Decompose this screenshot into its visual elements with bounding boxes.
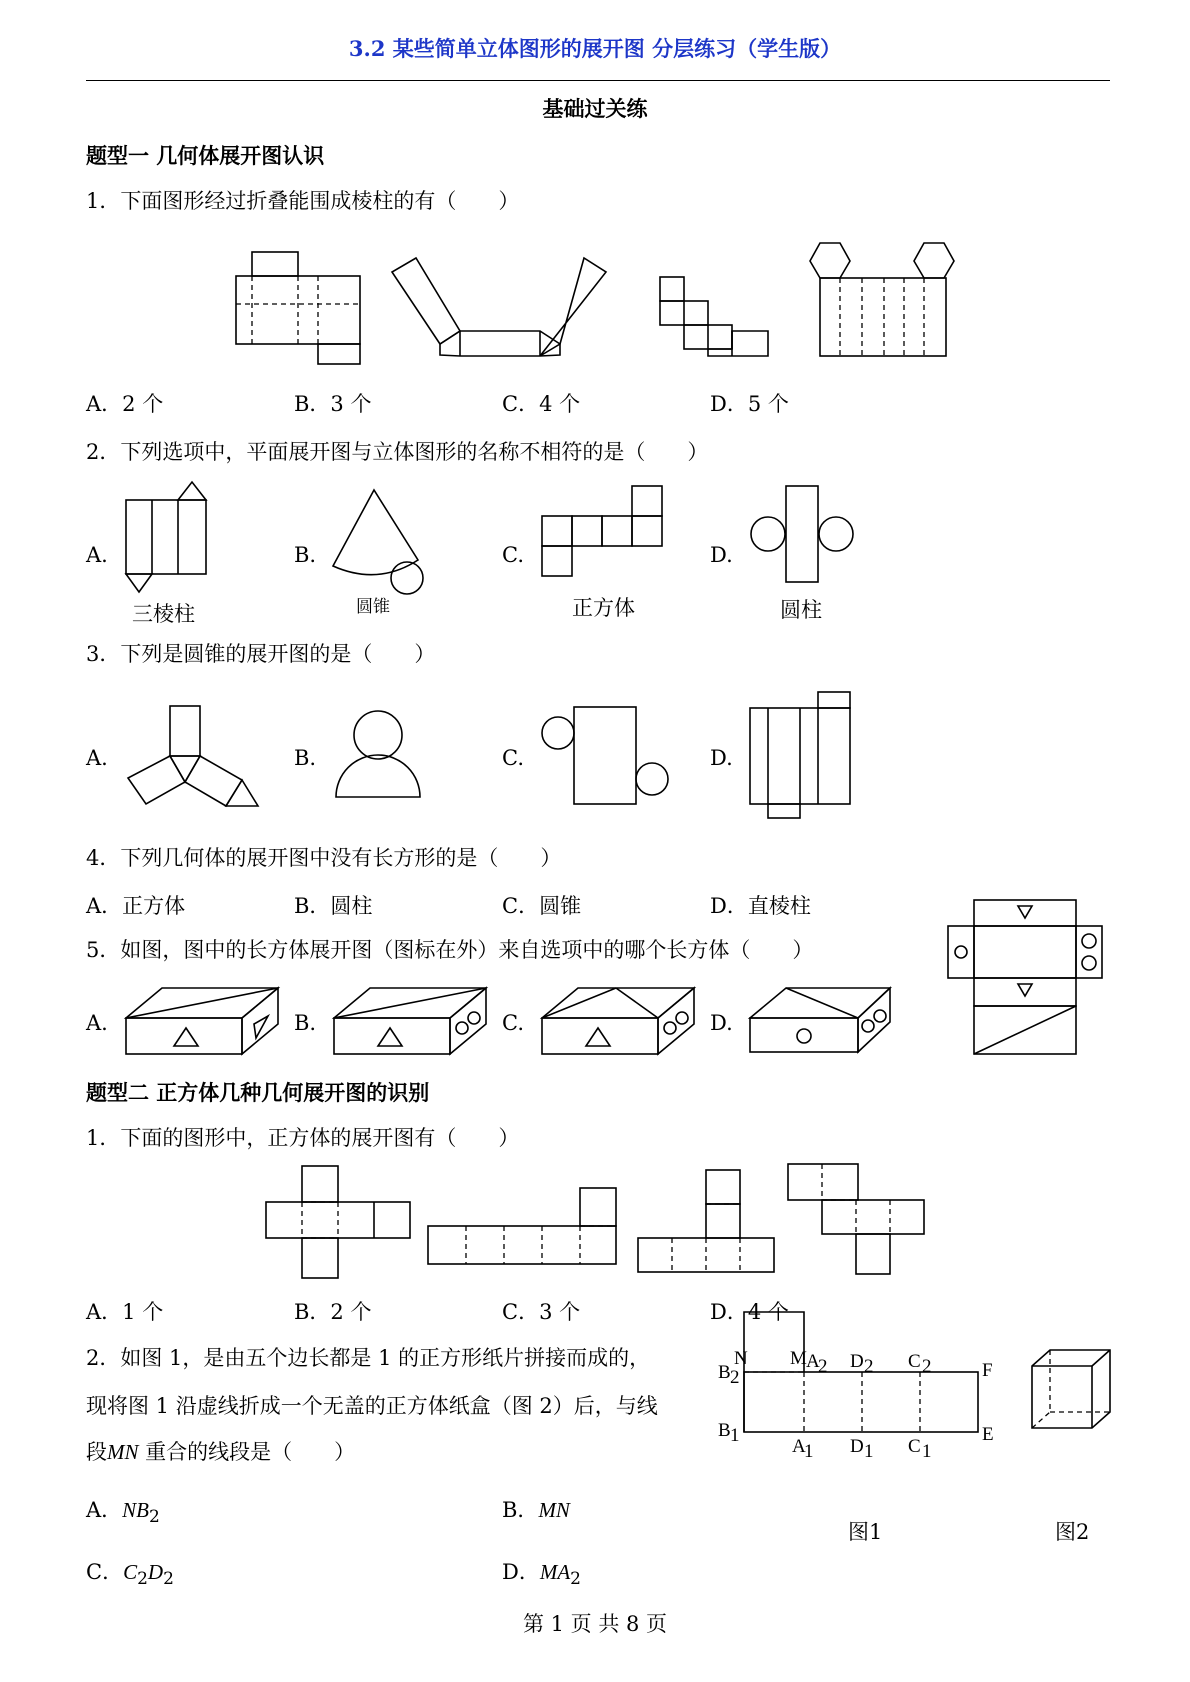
p2-q1-option-c[interactable]: C．3 个 — [502, 1300, 581, 1324]
option-segment: MN — [538, 1498, 570, 1522]
part1-heading: 题型一 几何体展开图认识 — [86, 143, 325, 168]
option-letter: C． — [86, 1560, 124, 1584]
label-C2: C — [908, 1351, 921, 1372]
p1-q2-caption-b: 圆锥 — [356, 597, 390, 617]
p1-q2-option-b[interactable]: B. — [294, 543, 317, 567]
p1-q4-stem: 4．下列几何体的展开图中没有长方形的是（ ） — [86, 846, 562, 870]
p1-q2-caption-d: 圆柱 — [780, 598, 822, 622]
p1-q3-option-c[interactable]: C. — [502, 746, 524, 770]
option-segment-2: D — [147, 1560, 164, 1584]
section-title: 基础过关练 — [542, 96, 648, 121]
p1-q2-option-c[interactable]: C. — [502, 543, 524, 567]
label-A2: A — [806, 1351, 820, 1372]
label-D2-sub: 2 — [864, 1356, 874, 1377]
p1-q1-option-d[interactable]: D．5 个 — [710, 392, 789, 416]
option-subscript: 2 — [149, 1507, 160, 1528]
p1-q4-option-c[interactable]: C．圆锥 — [502, 894, 582, 918]
p1-q1-option-c[interactable]: C．4 个 — [502, 392, 581, 416]
option-letter: B． — [502, 1498, 539, 1522]
p1-q2-stem: 2．下列选项中，平面展开图与立体图形的名称不相符的是（ ） — [86, 440, 709, 464]
p1-q1-option-a[interactable]: A．2 个 — [86, 392, 164, 416]
label-A1-sub: 1 — [804, 1441, 814, 1462]
p2-q2-line3-pre: 段 — [86, 1440, 107, 1464]
label-B2-sub: 2 — [730, 1367, 740, 1388]
p1-q5-stem: 5．如图，图中的长方体展开图（图标在外）来自选项中的哪个长方体（ ） — [86, 938, 814, 962]
p1-q5-option-c[interactable]: C. — [502, 1011, 524, 1035]
option-segment: MA — [539, 1560, 571, 1584]
p1-q4-option-a[interactable]: A．正方体 — [86, 894, 186, 918]
p2-q2-line3-post: 重合的线段是（ ） — [138, 1440, 356, 1464]
option-subscript-2: 2 — [163, 1569, 174, 1590]
figure-2-caption: 图2 — [1055, 1520, 1090, 1544]
label-A2-sub: 2 — [818, 1356, 828, 1377]
label-D2: D — [850, 1351, 864, 1372]
label-B1: B — [718, 1420, 731, 1441]
p2-q1-option-a[interactable]: A．1 个 — [86, 1300, 164, 1324]
label-D1: D — [850, 1436, 864, 1457]
p2-q2-line3-var: MN — [107, 1440, 139, 1464]
p1-q3-option-b[interactable]: B. — [294, 746, 317, 770]
option-segment: C — [123, 1560, 138, 1584]
label-N: N — [734, 1348, 748, 1369]
p1-q2-caption-a: 三棱柱 — [132, 602, 195, 626]
page-footer: 第 1 页 共 8 页 — [522, 1612, 668, 1636]
part2-heading: 题型二 正方体几种几何展开图的识别 — [86, 1080, 430, 1105]
p2-q1-stem: 1．下面的图形中，正方体的展开图有（ ） — [86, 1126, 520, 1150]
option-subscript: 2 — [570, 1569, 581, 1590]
label-F: F — [982, 1360, 993, 1381]
p1-q5-option-a[interactable]: A. — [86, 1011, 108, 1035]
label-C1: C — [908, 1436, 921, 1457]
label-B1-sub: 1 — [730, 1425, 740, 1446]
figure-1-caption: 图1 — [848, 1520, 883, 1544]
figure-1 — [718, 1312, 994, 1462]
label-E: E — [982, 1424, 994, 1445]
p2-q2-line1: 2．如图 1，是由五个边长都是 1 的正方形纸片拼接而成的， — [86, 1346, 651, 1370]
p1-q5-option-b[interactable]: B. — [294, 1011, 317, 1035]
option-subscript: 2 — [137, 1569, 148, 1590]
figure-2 — [1032, 1350, 1110, 1428]
p1-q5-option-d[interactable]: D. — [710, 1011, 733, 1035]
p1-q3-option-a[interactable]: A. — [86, 746, 108, 770]
p1-q1-stem: 1．下面图形经过折叠能围成棱柱的有（ ） — [86, 189, 520, 213]
p1-q1-option-b[interactable]: B．3 个 — [294, 392, 372, 416]
label-B2: B — [718, 1362, 731, 1383]
p1-q2-caption-c: 正方体 — [572, 596, 635, 620]
label-D1-sub: 1 — [864, 1441, 874, 1462]
option-segment: NB — [122, 1498, 150, 1522]
p2-q2-line2: 现将图 1 沿虚线折成一个无盖的正方体纸盒（图 2）后，与线 — [86, 1394, 658, 1418]
label-C1-sub: 1 — [922, 1441, 932, 1462]
option-letter: A． — [86, 1498, 123, 1522]
document-header: 3.2 某些简单立体图形的展开图 分层练习（学生版） — [348, 36, 842, 61]
p2-q1-option-d[interactable]: D．4 个 — [710, 1300, 789, 1324]
p1-q4-option-b[interactable]: B．圆柱 — [294, 894, 373, 918]
option-letter: D． — [502, 1560, 540, 1584]
label-C2-sub: 2 — [922, 1356, 932, 1377]
label-M: M — [790, 1348, 807, 1369]
p1-q3-stem: 3．下列是圆锥的展开图的是（ ） — [86, 642, 436, 666]
label-A1: A — [792, 1436, 806, 1457]
p1-q3-option-d[interactable]: D. — [710, 746, 733, 770]
p2-q1-option-b[interactable]: B．2 个 — [294, 1300, 372, 1324]
p1-q2-option-d[interactable]: D. — [710, 543, 733, 567]
p1-q2-option-a[interactable]: A. — [86, 543, 108, 567]
p1-q4-option-d[interactable]: D．直棱柱 — [710, 894, 811, 918]
